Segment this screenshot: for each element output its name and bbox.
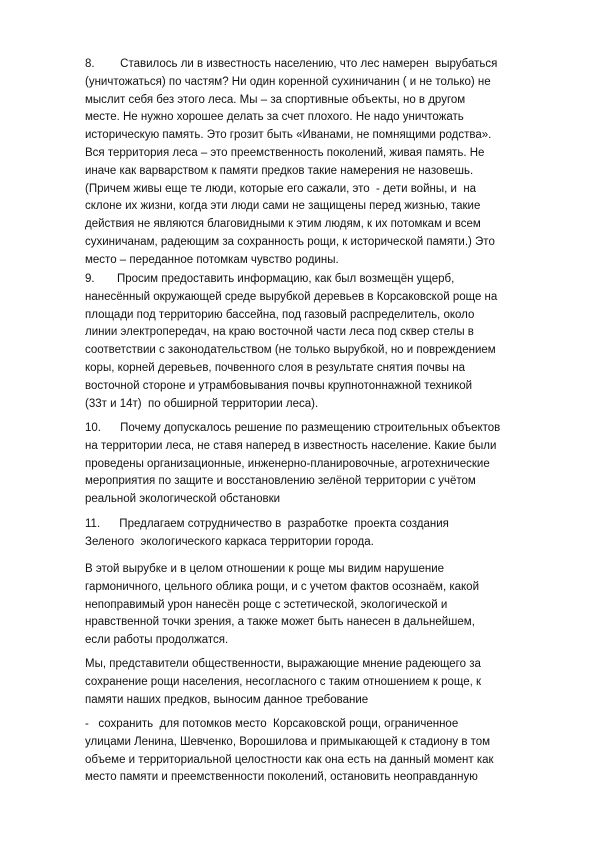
text-line: склоне их жизни, когда эти люди сами не защищены перед жизнью, такие [85, 200, 481, 213]
text-line: (Причем живы еще те люди, которые его сажали, это - дети войны, и на [85, 182, 477, 195]
text-line: мыслит себя без этого леса. Мы – за спортивные объекты, но в другом [85, 93, 466, 106]
text-line: сухиничанам, радеющим за сохранность рощи, к исторической памяти.) Это [85, 235, 495, 248]
paragraph-violation [85, 561, 565, 650]
text-line: мероприятия по защите и восстановлению зелёной территории с учётом [85, 475, 476, 488]
paragraph-requirement-item [85, 716, 565, 787]
text-line: нанесённый окружающей среде вырубкой деревьев в Корсаковской роще на [85, 290, 498, 303]
text-line: месте. Не нужно хорошее делать за счет плохого. Не надо уничтожать [85, 111, 464, 124]
text-line: памяти наших предков, выносим данное требование [85, 693, 369, 706]
text-line: если работы продолжатся. [85, 634, 229, 647]
text-line: действия не являются благовидными к этим людям, к их потомкам и всем [85, 218, 481, 231]
text-line: соответствии с законодательством (не только вырубкой, но и повреждением [85, 344, 496, 357]
text-line: иначе как варварством к памяти предков такие намерения не назовешь. [85, 164, 474, 177]
text-line: место памяти и преемственности поколений, остановить неоправданную [85, 771, 478, 784]
text-line: Вся территория леса – это преемственность поколений, живая память. Не [85, 146, 485, 159]
text-line: непоправимый урон нанесён роще с эстетической, экологической и [85, 598, 448, 611]
text-line: Мы, представители общественности, выражающие мнение радеющего за [85, 658, 481, 670]
text-line: восточной стороне и утрамбовывания почвы крупнотоннажной техникой [85, 379, 473, 392]
text-line: 11. Предлагаем сотрудничество в разработке проекта создания [85, 518, 449, 530]
text-line: реальной экологической обстановки [85, 493, 281, 506]
paragraph-9 [85, 271, 565, 413]
text-line: историческую память. Это грозит быть «Иванами, не помнящими родства». [85, 129, 492, 142]
text-line: улицами Ленина, Шевченко, Ворошилова и примыкающей к стадиону в том [85, 735, 491, 748]
paragraph-10 [85, 420, 565, 509]
text-line: проведены организационные, инженерно-планировочные, агротехнические [85, 457, 490, 470]
paragraph-8 [85, 56, 565, 270]
text-line: 8. Ставилось ли в известность населению, что лес намерен вырубаться [85, 58, 498, 70]
text-line: коры, корней деревьев, почвенного слоя в результате снятия почвы на [85, 361, 466, 374]
text-line: на территории леса, не ставя наперед в известность население. Какие были [85, 439, 497, 452]
text-line: В этой вырубке и в целом отношении к роще мы видим нарушение [85, 563, 445, 575]
text-line: гармоничного, цельного облика рощи, и с учетом фактов осознаём, какой [85, 580, 479, 593]
text-line: (33т и 14т) по обширной территории леса). [85, 397, 319, 410]
text-line: линии электропередач, на краю восточной части леса под сквер стелы в [85, 326, 474, 339]
paragraph-public-demand [85, 656, 565, 709]
paragraph-11 [85, 516, 565, 552]
text-line: (уничтожаться) по частям? Ни один коренной сухиничанин ( и не только) не [85, 75, 491, 88]
text-line: объеме и территориальной целостности как она есть на данный момент как [85, 753, 494, 766]
text-line: 10. Почему допускалось решение по размещению строительных объектов [85, 422, 501, 434]
text-line: сохранение рощи населения, несогласного с таким отношением к роще, к [85, 675, 482, 688]
text-line: место – переданное потомкам чувство родины. [85, 253, 339, 266]
text-line: 9. Просим предоставить информацию, как был возмещён ущерб, [85, 273, 455, 285]
text-line: площади под территорию бассейна, под газовый распределитель, около [85, 308, 475, 321]
text-line: нравственной точки зрения, а также может быть нанесен в дальнейшем, [85, 616, 475, 629]
text-line: Зеленого экологического каркаса территории города. [85, 535, 374, 548]
text-line: - сохранить для потомков место Корсаковской рощи, ограниченное [85, 718, 459, 730]
